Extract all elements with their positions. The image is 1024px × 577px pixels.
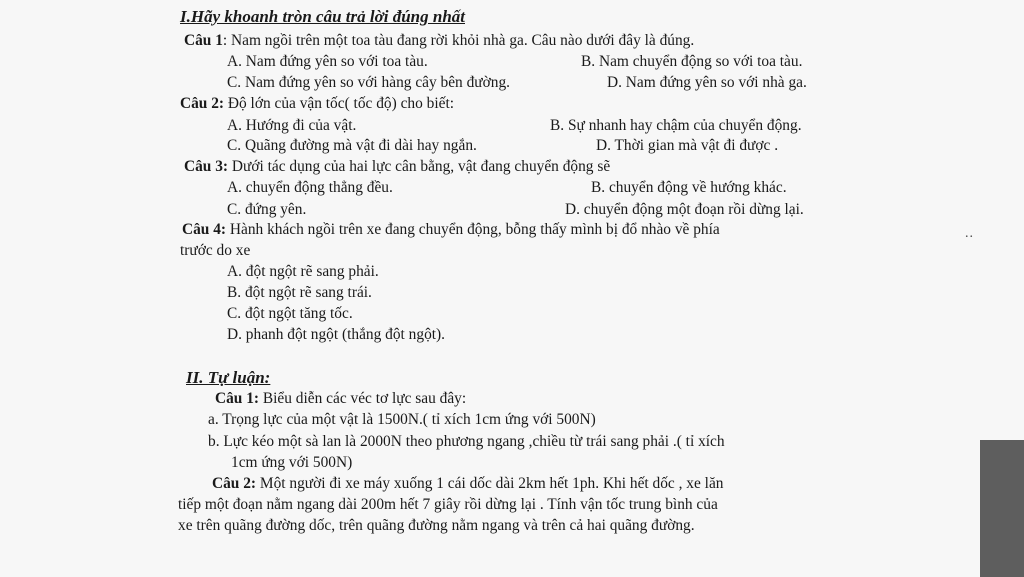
q1-option-b: B. Nam chuyển động so với toa tàu.: [581, 53, 803, 70]
q2-option-b: B. Sự nhanh hay chậm của chuyển động.: [550, 117, 802, 134]
question-2: [180, 95, 454, 113]
essay-q2-line-2: xe trên quãng đường dốc, trên quãng đường nằm ngang và trên cả hai quãng đường.: [178, 517, 695, 534]
section-2-title: II. Tự luận:: [186, 368, 271, 387]
essay-q1-item-b: b. Lực kéo một sà lan là 2000N theo phương ngang ,chiều từ trái sang phải .( tỉ xích: [208, 433, 725, 450]
question-4: [182, 221, 720, 239]
essay-question-2: [212, 475, 723, 493]
essay-q2-label: Câu 2:: [212, 475, 257, 492]
q2-option-a: A. Hướng đi của vật.: [227, 117, 357, 134]
margin-mark: ..: [965, 226, 974, 241]
q3-option-d: D. chuyển động một đoạn rồi dừng lại.: [565, 201, 804, 218]
q3-option-c: C. đứng yên.: [227, 201, 307, 218]
q1-option-c: C. Nam đứng yên so với hàng cây bên đường.: [227, 74, 511, 91]
question-3-label: Câu 3:: [184, 158, 229, 175]
question-4-text-cont: trước do xe: [180, 242, 251, 259]
q4-option-d: D. phanh đột ngột (thắng đột ngột).: [227, 326, 446, 343]
question-1-text: : Nam ngồi trên một toa tàu đang rời khỏi nhà ga. Câu nào dưới đây là đúng.: [222, 32, 695, 49]
scrollbar[interactable]: [980, 440, 1024, 577]
essay-q1-text: Biểu diễn các véc tơ lực sau đây:: [259, 390, 467, 407]
q2-option-d: D. Thời gian mà vật đi được .: [596, 137, 779, 154]
q4-option-c: C. đột ngột tăng tốc.: [227, 305, 353, 322]
essay-q1-item-a: a. Trọng lực của một vật là 1500N.( tỉ xích 1cm ứng với 500N): [208, 411, 596, 428]
question-3: [184, 158, 610, 176]
question-4-text: Hành khách ngồi trên xe đang chuyển động, bỗng thấy mình bị đổ nhào về phía: [226, 221, 720, 238]
q4-option-a: A. đột ngột rẽ sang phải.: [227, 263, 379, 280]
q4-option-b: B. đột ngột rẽ sang trái.: [227, 284, 372, 301]
q1-option-a: A. Nam đứng yên so với toa tàu.: [227, 53, 428, 70]
q2-option-c: C. Quãng đường mà vật đi dài hay ngắn.: [227, 137, 477, 154]
essay-q1-item-b-cont: 1cm ứng với 500N): [231, 454, 353, 471]
essay-question-1: [215, 390, 466, 408]
q3-option-b: B. chuyển động về hướng khác.: [591, 179, 787, 196]
q3-option-a: A. chuyển động thẳng đều.: [227, 179, 393, 196]
question-3-text: Dưới tác dụng của hai lực cân bằng, vật đang chuyển động sẽ: [228, 158, 611, 175]
essay-q1-label: Câu 1:: [215, 390, 260, 407]
question-4-label: Câu 4:: [182, 221, 227, 238]
question-1: [184, 32, 694, 50]
question-2-label: Câu 2:: [180, 95, 225, 112]
question-1-label: Câu 1: [184, 32, 223, 49]
essay-q2-text: Một người đi xe máy xuống 1 cái dốc dài 2km hết 1ph. Khi hết dốc , xe lăn: [256, 475, 724, 492]
essay-q2-line-1: tiếp một đoạn nằm ngang dài 200m hết 7 giây rồi dừng lại . Tính vận tốc trung bình của: [178, 496, 718, 513]
q1-option-d: D. Nam đứng yên so với nhà ga.: [607, 74, 807, 91]
section-1-title: I.Hãy khoanh tròn câu trả lời đúng nhất: [180, 7, 465, 26]
question-2-text: Độ lớn của vận tốc( tốc độ) cho biết:: [224, 95, 454, 112]
